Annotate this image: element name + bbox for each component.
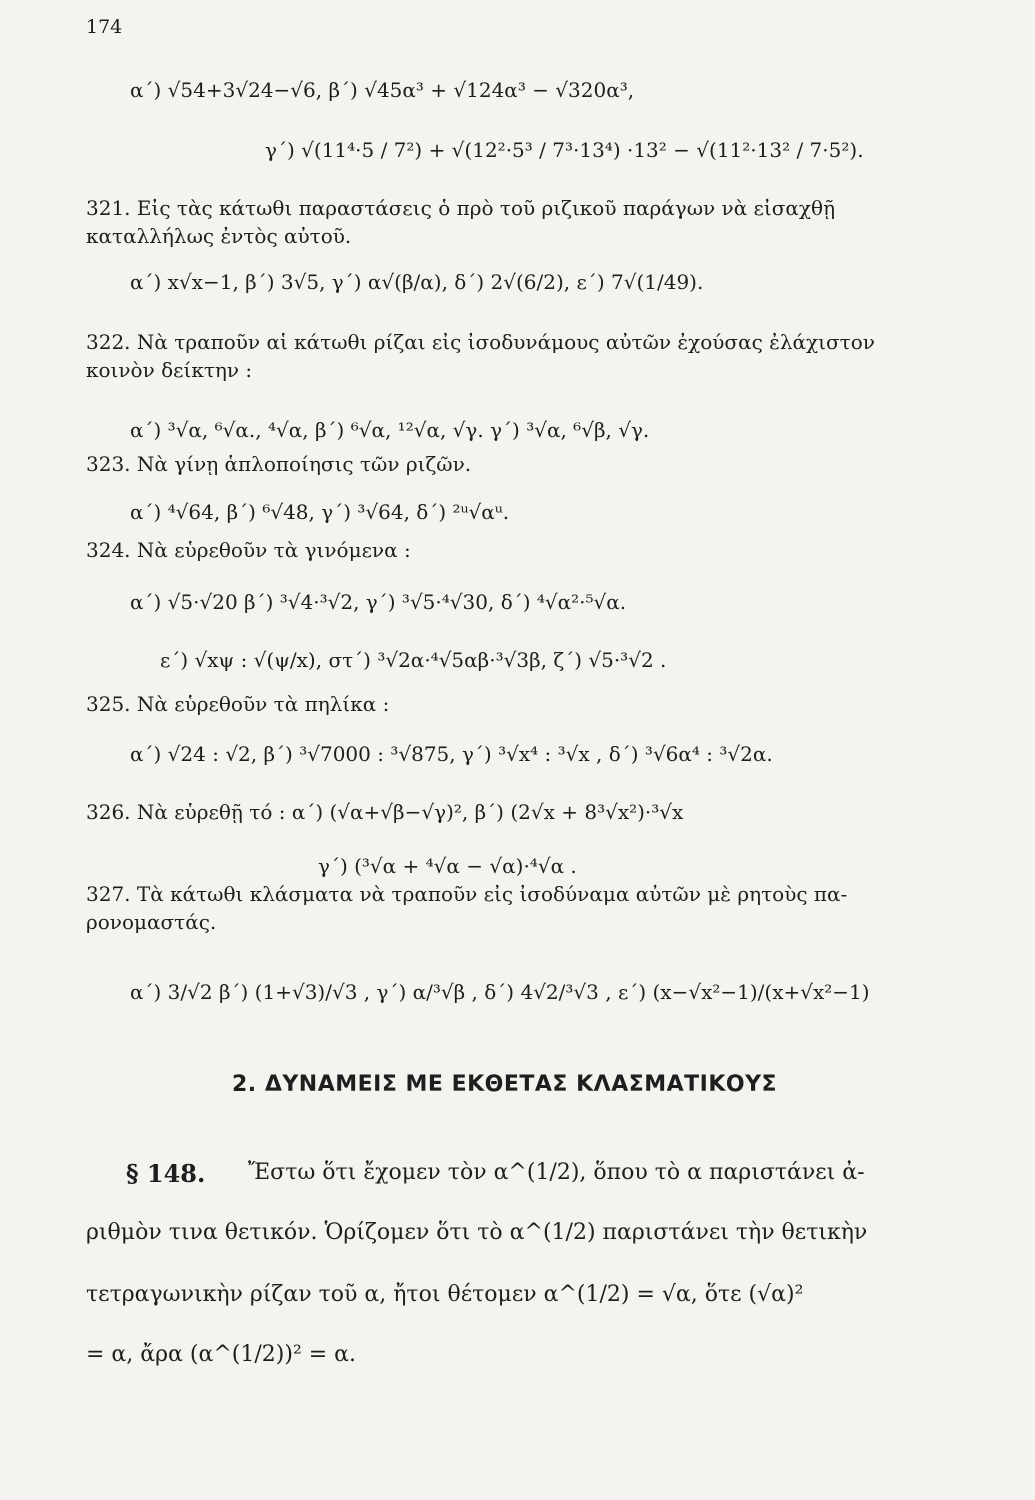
section-line: = α, ἄρα (α^(1/2))² = α. xyxy=(86,1342,357,1367)
text-line: α΄) x√x−1, β΄) 3√5, γ΄) α√(β/α), δ΄) 2√(6/2), ε΄) 7√(1/49). xyxy=(130,270,704,294)
text-line: κοινὸν δείκτην : xyxy=(86,358,253,382)
text-line: γ΄) (³√α + ⁴√α − √α)·⁴√α . xyxy=(318,854,577,878)
section-line: ριθμὸν τινα θετικόν. Ὁρίζομεν ὅτι τὸ α^(1/2) παριστάνει τὴν θετικὴν xyxy=(86,1220,868,1245)
text-line: 322. Νὰ τραποῦν αἱ κάτωθι ρίζαι εἰς ἰσοδυνάμους αὐτῶν ἐχούσας ἐλάχιστον xyxy=(86,330,875,354)
text-line: α΄) √24 : √2, β΄) ³√7000 : ³√875, γ΄) ³√x⁴ : ³√x , δ΄) ³√6α⁴ : ³√2α. xyxy=(130,742,773,766)
text-line: α΄) √54+3√24−√6, β΄) √45α³ + √124α³ − √320α³, xyxy=(130,78,635,102)
section-line: τετραγωνικὴν ρίζαν τοῦ α, ἤτοι θέτομεν α^(1/2) = √α, ὅτε (√α)² xyxy=(86,1282,804,1307)
text-line: γ΄) √(11⁴·5 / 7²) + √(12²·5³ / 7³·13⁴) ·13² − √(11²·13² / 7·5²). xyxy=(265,138,864,162)
page-number: 174 xyxy=(86,16,123,38)
text-line: 325. Νὰ εὑρεθοῦν τὰ πηλίκα : xyxy=(86,692,390,716)
text-line: 327. Τὰ κάτωθι κλάσματα νὰ τραποῦν εἰς ἰσοδύναμα αὐτῶν μὲ ρητοὺς πα- xyxy=(86,882,848,906)
text-line: α΄) ³√α, ⁶√α., ⁴√α, β΄) ⁶√α, ¹²√α, √γ. γ΄) ³√α, ⁶√β, √γ. xyxy=(130,418,650,442)
section-reference xyxy=(126,1160,205,1189)
text-line: 321. Εἰς τὰς κάτωθι παραστάσεις ὁ πρὸ τοῦ ριζικοῦ παράγων νὰ εἰσαχθῇ xyxy=(86,196,836,220)
text-line: α΄) √5·√20 β΄) ³√4·³√2, γ΄) ³√5·⁴√30, δ΄) ⁴√α²·⁵√α. xyxy=(130,590,627,614)
section-number: § 148. xyxy=(126,1159,206,1188)
section-line: Ἔστω ὅτι ἔχομεν τὸν α^(1/2), ὅπου τὸ α παριστάνει ἀ- xyxy=(248,1160,865,1185)
text-line: ρονομαστάς. xyxy=(86,910,217,934)
text-line: καταλλήλως ἐντὸς αὐτοῦ. xyxy=(86,224,352,248)
text-line: α΄) 3/√2 β΄) (1+√3)/√3 , γ΄) α/³√β , δ΄) 4√2/³√3 , ε΄) (x−√x²−1)/(x+√x²−1) xyxy=(130,980,870,1004)
text-line: 323. Νὰ γίνῃ ἁπλοποίησις τῶν ριζῶν. xyxy=(86,452,472,476)
text-line: α΄) ⁴√64, β΄) ⁶√48, γ΄) ³√64, δ΄) ²ᵘ√αᵘ. xyxy=(130,500,510,524)
text-line: 324. Νὰ εὑρεθοῦν τὰ γινόμενα : xyxy=(86,538,411,562)
text-line: 326. Νὰ εὑρεθῇ τό : α΄) (√α+√β−√γ)², β΄) (2√x + 8³√x²)·³√x xyxy=(86,800,684,824)
chapter-heading: 2. ΔΥΝΑΜΕΙΣ ΜΕ ΕΚΘΕΤΑΣ ΚΛΑΣΜΑΤΙΚΟΥΣ xyxy=(232,1072,778,1097)
text-line: ε΄) √xψ : √(ψ/x), στ΄) ³√2α·⁴√5αβ·³√3β, ζ΄) √5·³√2 . xyxy=(160,648,667,672)
